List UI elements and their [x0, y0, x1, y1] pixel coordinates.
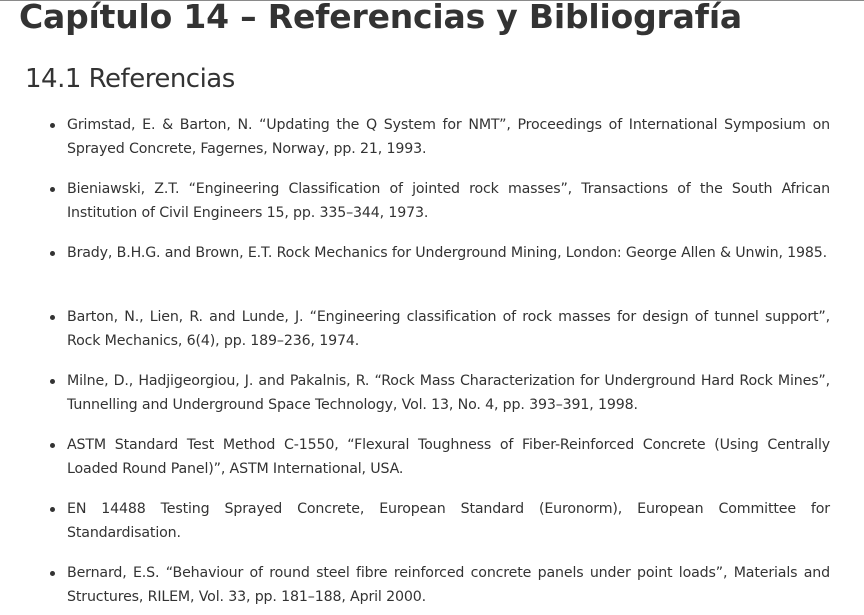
bullet-icon: [50, 379, 55, 384]
bullet-icon: [50, 571, 55, 576]
reference-item: [45, 433, 830, 497]
bullet-icon: [50, 315, 55, 320]
reference-list: [45, 113, 830, 615]
bullet-icon: [50, 123, 55, 128]
bullet-icon: [50, 507, 55, 512]
reference-text: EN 14488 Testing Sprayed Concrete, European Standard (Euronorm), European Committee for Standardisation.: [67, 501, 830, 541]
reference-item: [45, 113, 830, 177]
reference-text: Bernard, E.S. “Behaviour of round steel fibre reinforced concrete panels under point loads”, Materials and Structures, RILEM, Vol. 33, pp. 181–188, April 2000.: [67, 565, 830, 605]
reference-text: ASTM Standard Test Method C-1550, “Flexural Toughness of Fiber-Reinforced Concrete (Using Centrally Loaded Round Panel)”, ASTM International, USA.: [67, 437, 830, 477]
bullet-icon: [50, 443, 55, 448]
reference-item: [45, 305, 830, 369]
chapter-title: Capítulo 14 – Referencias y Bibliografía: [19, 0, 742, 36]
reference-text: Brady, B.H.G. and Brown, E.T. Rock Mechanics for Underground Mining, London: George Allen & Unwin, 1985.: [67, 245, 828, 261]
reference-text: Grimstad, E. & Barton, N. “Updating the Q System for NMT”, Proceedings of International Symposium on Sprayed Concrete, Fagernes, Norway, pp. 21, 1993.: [67, 117, 830, 157]
reference-item: [45, 561, 830, 615]
reference-text: Barton, N., Lien, R. and Lunde, J. “Engineering classification of rock masses for design of tunnel support”, Rock Mechanics, 6(4), pp. 189–236, 1974.: [67, 309, 830, 349]
section-title: 14.1 Referencias: [25, 64, 235, 94]
reference-text: Milne, D., Hadjigeorgiou, J. and Pakalnis, R. “Rock Mass Characterization for Underground Hard Rock Mines”, Tunnelling and Underground Space Technology, Vol. 13, No. 4, pp. 393–391, 1998.: [67, 373, 830, 413]
reference-item: [45, 241, 830, 305]
bullet-icon: [50, 251, 55, 256]
bullet-icon: [50, 187, 55, 192]
reference-item: [45, 177, 830, 241]
reference-item: [45, 369, 830, 433]
reference-text: Bieniawski, Z.T. “Engineering Classification of jointed rock masses”, Transactions of the South African Institution of Civil Engineers 15, pp. 335–344, 1973.: [67, 181, 830, 221]
reference-item: [45, 497, 830, 561]
